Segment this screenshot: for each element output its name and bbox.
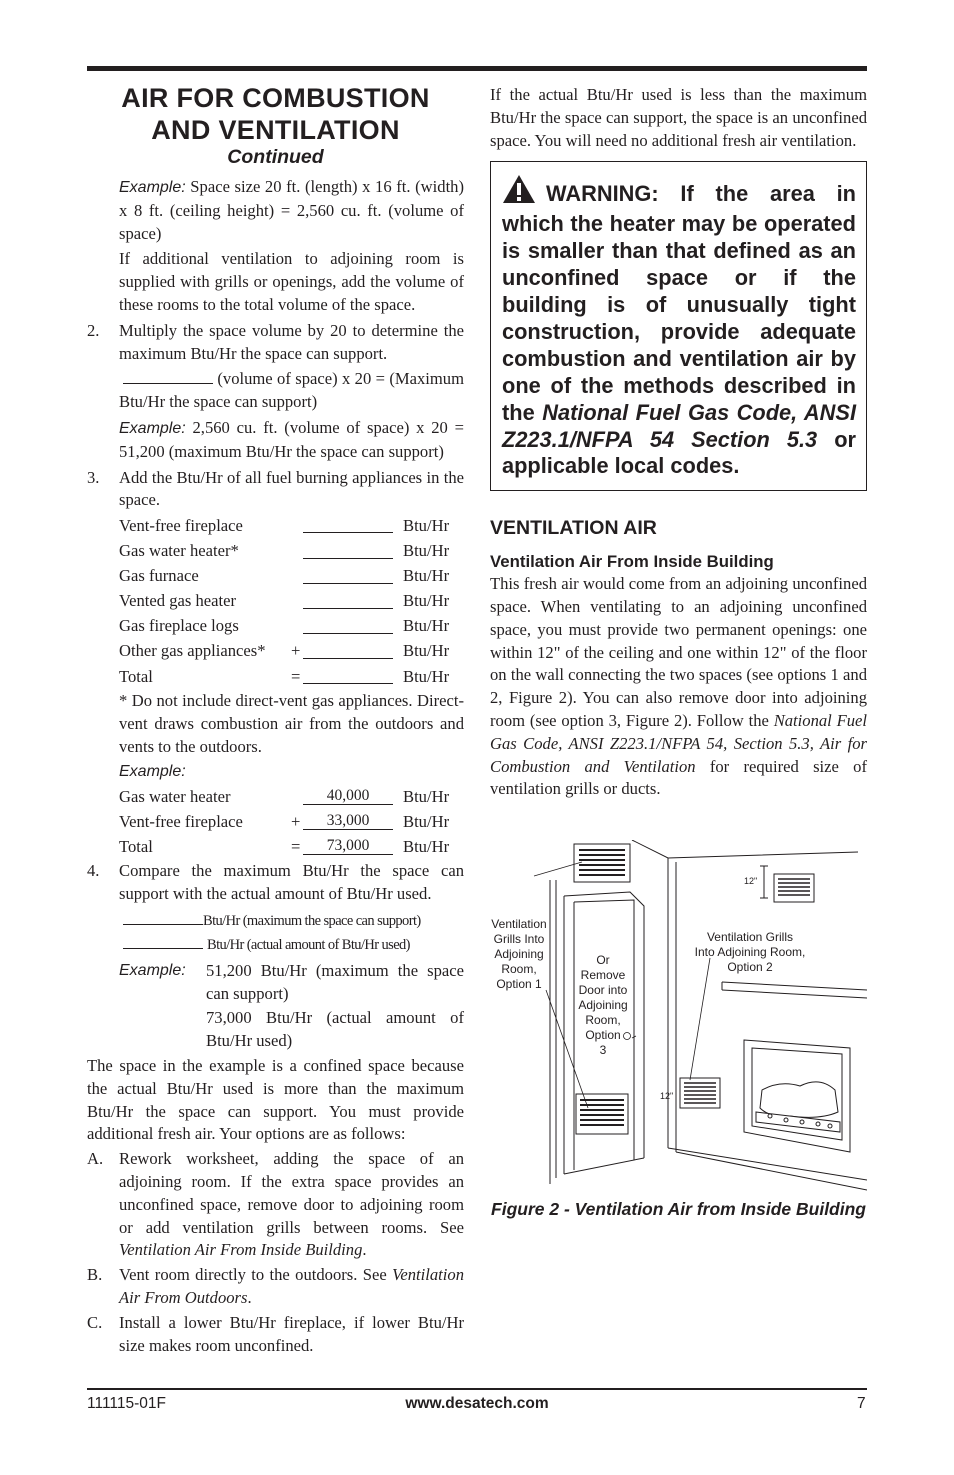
step-3 <box>87 467 464 513</box>
upper-left-grill <box>574 844 630 882</box>
appliance-unit: Btu/Hr <box>403 616 450 636</box>
example-unit: Btu/Hr <box>403 787 450 807</box>
option-c-letter: C. <box>87 1312 103 1332</box>
appliance-row <box>119 588 464 613</box>
appliance-label: Total <box>119 666 153 686</box>
example-row <box>119 809 464 834</box>
footer-rule <box>87 1388 867 1390</box>
example-3-label-text: Example: <box>119 762 186 780</box>
option-b <box>87 1264 464 1310</box>
option-3-label-line: 3 <box>599 1043 607 1057</box>
appliance-blank <box>303 512 393 537</box>
adjoining-paragraph: If additional ventilation to adjoining room is supplied with grills or openings, add the volume of these rooms to the total volume of the space. <box>119 249 464 314</box>
dimension-top: 12" <box>744 876 758 886</box>
example-2-label: Example: <box>119 419 186 437</box>
example-unit: Btu/Hr <box>403 837 450 857</box>
appliance-unit: Btu/Hr <box>403 641 450 661</box>
confined-paragraph: The space in the example is a confined space because the actual Btu/Hr used is more than the maximum Btu/Hr the space can support. You must provide additional fresh air. Your options are as follows: <box>87 1056 464 1144</box>
appliance-label: Vented gas heater <box>119 591 237 611</box>
compare-text-1: Btu/Hr (maximum the space can support) <box>203 912 421 929</box>
step-2 <box>87 320 464 366</box>
formula-text: (volume of space) x 20 = (Maximum Btu/Hr the space can support) <box>119 369 464 412</box>
example-label: Gas water heater <box>119 787 231 807</box>
option-3-label-line: Room, <box>585 1013 621 1027</box>
warning-text: WARNING: If the area in which the heater may be operated is smaller than that defined as an unconfined space or if the building is of unusually tight construction, provide adequate combustion and ventilation air by one of the methods described in the National Fuel Gas Code, ANSI Z223.1/NFPA 54 Section 5.3 or applicable local codes. <box>502 174 856 480</box>
appliance-blank <box>303 563 393 588</box>
appliance-label: Gas furnace <box>119 565 199 585</box>
subsection-title: Ventilation Air From Inside Building <box>490 552 774 572</box>
appliance-sign <box>291 613 303 638</box>
formula-blank <box>123 369 213 384</box>
example-label: Vent-free fireplace <box>119 812 243 832</box>
step-4-text: Compare the maximum Btu/Hr the space can support with the actual amount of Btu/Hr used. <box>119 861 464 904</box>
appliance-label: Gas water heater* <box>119 540 239 560</box>
option-2-label-line: Option 2 <box>727 960 773 974</box>
appliance-sign <box>291 588 303 613</box>
appliance-sign <box>291 563 303 588</box>
option-a-letter: A. <box>87 1149 104 1169</box>
appliance-label: Vent-free fireplace <box>119 515 243 535</box>
formula <box>87 368 464 414</box>
option-3-label-line: Door into <box>578 983 628 997</box>
step-3-text: Add the Btu/Hr of all fuel burning appliances in the space. <box>119 467 464 510</box>
fireplace-logs <box>756 1082 840 1132</box>
example-worksheet <box>119 784 464 860</box>
example-4-line-1: 51,200 Btu/Hr (maximum the space can support) <box>206 960 464 1003</box>
option-2-label-line: Ventilation Grills <box>706 930 794 944</box>
appliance-sign: = <box>291 666 301 686</box>
appliance-sign <box>291 537 303 562</box>
example-1-text: Space size 20 ft. (length) x 16 ft. (width) x 8 ft. (ceiling height) = 2,560 cu. ft. (volume of space) <box>119 177 464 243</box>
example-4-line-2: 73,000 Btu/Hr (actual amount of Btu/Hr used) <box>206 1008 464 1051</box>
appliance-unit: Btu/Hr <box>403 666 450 686</box>
appliance-unit: Btu/Hr <box>403 515 450 535</box>
option-2-label-line: Into Adjoining Room, <box>694 945 806 959</box>
appliance-sign: + <box>291 641 301 661</box>
appliance-sign <box>291 512 303 537</box>
appliance-blank <box>303 613 393 638</box>
step-4-number: 4. <box>87 861 100 881</box>
body-paragraph: This fresh air would come from an adjoining unconfined space. When ventilating to an adjoining unconfined space, you must provide two permanent openings: one within 12" of the ceiling and one within 12" of the floor on the wall connecting the two spaces (see options 1 and 2, Figure 2). You can also remove door into adjoining room (see option 3, Figure 2). Follow the National Fuel Gas Code, ANSI Z223.1/NFPA 54, Section 5.3, Air for Combustion and Ventilation for required size of ventilation grills or ducts. <box>490 574 867 799</box>
page-title <box>87 80 464 146</box>
dimension-bottom: 12" <box>660 1091 674 1101</box>
lower-door-grill <box>576 1094 628 1134</box>
example-3-label <box>87 760 464 784</box>
appliance-unit: Btu/Hr <box>403 540 450 560</box>
appliance-blank <box>303 588 393 613</box>
option-c-text: Install a lower Btu/Hr fireplace, if lower Btu/Hr size makes room unconfined. <box>119 1312 464 1355</box>
option-3-label-line: Adjoining <box>578 998 628 1012</box>
lower-right-grill <box>676 1078 720 1112</box>
example-value: 40,000 <box>303 784 393 809</box>
appliance-row <box>119 512 464 537</box>
appliance-label: Other gas appliances* <box>119 641 266 661</box>
page-subtitle: Continued <box>227 146 324 168</box>
figure-caption: Figure 2 - Ventilation Air from Inside Building <box>491 1199 866 1219</box>
appliance-worksheet <box>119 512 464 688</box>
appliance-unit: Btu/Hr <box>403 565 450 585</box>
option-3-label-line: Or <box>596 953 610 967</box>
example-sign <box>291 784 303 809</box>
website-link[interactable]: www.desatech.com <box>405 1395 549 1412</box>
appliance-label: Gas fireplace logs <box>119 616 239 636</box>
option-c <box>87 1312 464 1358</box>
title-line-2: AND VENTILATION <box>151 115 400 145</box>
warning-reference: National Fuel Gas Code, ANSI Z223.1/NFPA 54 Section 5.3 <box>502 399 856 452</box>
example-row <box>119 834 464 859</box>
option-1-label-line: Ventilation <box>491 917 547 931</box>
option-1-label-line: Option 1 <box>496 977 542 991</box>
example-sign: = <box>291 837 301 857</box>
example-4 <box>119 960 464 1053</box>
compare-blank-1 <box>123 910 203 925</box>
step-2-number: 2. <box>87 320 100 340</box>
appliance-row <box>119 663 464 688</box>
example-value: 73,000 <box>303 834 393 859</box>
option-1-label-line: Grills Into <box>493 932 545 946</box>
option-b-reference: Ventilation Air From Outdoors <box>119 1265 464 1307</box>
option-1-label-line: Room, <box>501 962 537 976</box>
left-column <box>87 80 464 1357</box>
right-column <box>490 84 867 801</box>
appliance-blank <box>303 663 393 688</box>
option-b-letter: B. <box>87 1265 103 1285</box>
footnote: * Do not include direct-vent gas appliances. Direct-vent draws combustion air from the outdoors and vents to the outdoors. <box>119 691 464 757</box>
top-rule <box>87 66 867 71</box>
example-unit: Btu/Hr <box>403 812 450 832</box>
option-3-label-line: Remove <box>580 968 626 982</box>
example-row <box>119 784 464 809</box>
warning-triangle-icon <box>502 174 536 211</box>
compare-line-2 <box>87 933 464 957</box>
appliance-row <box>119 537 464 562</box>
compare-line-1 <box>87 909 464 933</box>
ventilation-diagram <box>490 840 867 1200</box>
appliance-blank <box>303 638 393 663</box>
body-reference: National Fuel Gas Code, ANSI Z223.1/NFPA 54, Section 5.3, Air for Combustion and Ventilation <box>490 710 867 776</box>
step-4 <box>87 860 464 906</box>
example-4-label: Example: <box>119 961 186 979</box>
compare-text-2: Btu/Hr (actual amount of Btu/Hr used) <box>207 936 410 953</box>
option-3-label-line: Option <box>585 1028 621 1042</box>
option-b-text: Vent room directly to the outdoors. See Ventilation Air From Outdoors. <box>119 1265 464 1307</box>
appliance-blank <box>303 537 393 562</box>
appliance-unit: Btu/Hr <box>403 591 450 611</box>
section-title: VENTILATION AIR <box>490 517 657 540</box>
figure-2 <box>490 840 867 1200</box>
example-label: Total <box>119 837 153 857</box>
example-1 <box>87 176 464 245</box>
example-sign: + <box>291 812 301 832</box>
warning-box <box>490 161 867 491</box>
page-number: 7 <box>857 1395 866 1412</box>
compare-blank-2 <box>123 934 203 949</box>
example-2-text: 2,560 cu. ft. (volume of space) x 20 = 51,200 (maximum Btu/Hr the space can support) <box>119 417 464 461</box>
appliance-row <box>119 563 464 588</box>
option-a-reference: Ventilation Air From Inside Building <box>119 1240 363 1260</box>
example-2 <box>87 417 464 464</box>
step-3-number: 3. <box>87 467 100 487</box>
example-1-label: Example: <box>119 179 186 196</box>
option-1-label-line: Adjoining <box>494 947 544 961</box>
appliance-row <box>119 613 464 638</box>
title-line-1: AIR FOR COMBUSTION <box>121 83 430 113</box>
option-a-text: Rework worksheet, adding the space of an adjoining room. If the extra space provides an unconfined space, remove door to adjoining room or add ventilation grills between rooms. See Ventilation Air From Inside Building. <box>119 1149 464 1260</box>
doc-number: 111115-01F <box>87 1395 166 1412</box>
option-a <box>87 1148 464 1262</box>
example-value: 33,000 <box>303 809 393 834</box>
intro-paragraph: If the actual Btu/Hr used is less than the maximum Btu/Hr the space can support, the space is an unconfined space. You will need no additional fresh air ventilation. <box>490 85 867 150</box>
step-2-text: Multiply the space volume by 20 to determine the maximum Btu/Hr the space can support. <box>119 320 464 363</box>
upper-right-grill <box>760 866 814 902</box>
appliance-row <box>119 638 464 663</box>
